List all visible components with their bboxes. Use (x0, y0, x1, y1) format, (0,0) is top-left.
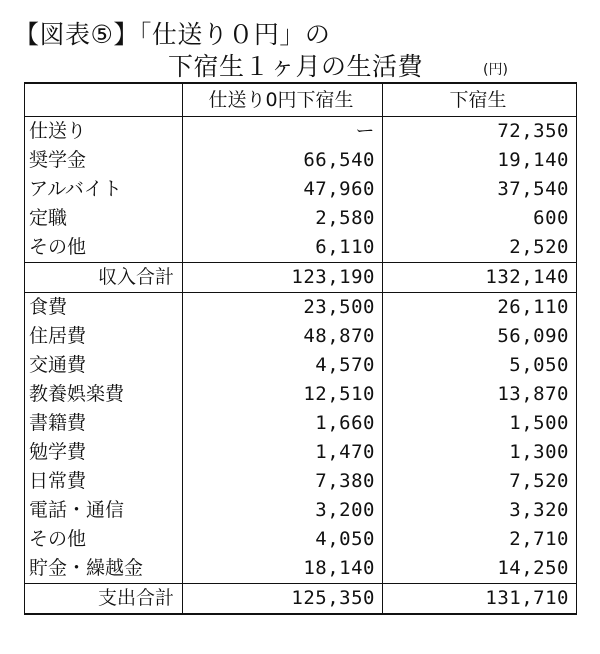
row-label: 交通費 (25, 351, 183, 380)
chart-title-line1: 【図表⑤】「仕送り０円」の (14, 20, 331, 49)
cell-zero-allowance: 7,380 (183, 467, 383, 496)
cell-boarding-student: 132,140 (383, 263, 577, 293)
cell-zero-allowance: 125,350 (183, 584, 383, 615)
cell-zero-allowance: ー (183, 117, 383, 147)
column-header-zero-allowance: 仕送り0円下宿生 (183, 83, 383, 117)
row-label: 日常費 (25, 467, 183, 496)
cell-zero-allowance: 23,500 (183, 293, 383, 323)
cell-boarding-student: 26,110 (383, 293, 577, 323)
cell-zero-allowance: 1,470 (183, 438, 383, 467)
table-row (25, 409, 577, 438)
total-label: 収入合計 (25, 263, 183, 293)
row-label: 書籍費 (25, 409, 183, 438)
column-header-label (25, 83, 183, 117)
cell-boarding-student: 72,350 (383, 117, 577, 147)
row-label: アルバイト (25, 175, 183, 204)
cell-boarding-student: 131,710 (383, 584, 577, 615)
cell-boarding-student: 13,870 (383, 380, 577, 409)
table-row (25, 175, 577, 204)
table-row (25, 351, 577, 380)
table-row (25, 204, 577, 233)
table-row (25, 380, 577, 409)
cell-zero-allowance: 12,510 (183, 380, 383, 409)
cell-zero-allowance: 6,110 (183, 233, 383, 263)
cell-zero-allowance: 2,580 (183, 204, 383, 233)
row-label: 貯金・繰越金 (25, 554, 183, 584)
row-label: 住居費 (25, 322, 183, 351)
table-total-row (25, 584, 577, 615)
row-label: その他 (25, 525, 183, 554)
unit-label: (円) (483, 62, 508, 78)
table-row (25, 467, 577, 496)
cell-boarding-student: 56,090 (383, 322, 577, 351)
table-row (25, 146, 577, 175)
living-cost-table (24, 82, 577, 615)
cell-zero-allowance: 18,140 (183, 554, 383, 584)
cell-boarding-student: 2,710 (383, 525, 577, 554)
total-label: 支出合計 (25, 584, 183, 615)
table-row (25, 554, 577, 584)
table-header-row (25, 83, 577, 117)
table-row (25, 293, 577, 323)
table-row (25, 233, 577, 263)
cell-boarding-student: 2,520 (383, 233, 577, 263)
cell-boarding-student: 1,500 (383, 409, 577, 438)
cell-boarding-student: 5,050 (383, 351, 577, 380)
row-label: その他 (25, 233, 183, 263)
cell-boarding-student: 37,540 (383, 175, 577, 204)
table-row (25, 525, 577, 554)
cell-zero-allowance: 4,050 (183, 525, 383, 554)
cell-zero-allowance: 4,570 (183, 351, 383, 380)
table-body (25, 117, 577, 615)
cell-boarding-student: 7,520 (383, 467, 577, 496)
row-label: 奨学金 (25, 146, 183, 175)
row-label: 教養娯楽費 (25, 380, 183, 409)
cell-boarding-student: 14,250 (383, 554, 577, 584)
cell-zero-allowance: 1,660 (183, 409, 383, 438)
cell-boarding-student: 3,320 (383, 496, 577, 525)
cell-boarding-student: 1,300 (383, 438, 577, 467)
column-header-boarding-student: 下宿生 (383, 83, 577, 117)
cell-zero-allowance: 48,870 (183, 322, 383, 351)
row-label: 食費 (25, 293, 183, 323)
cell-boarding-student: 600 (383, 204, 577, 233)
table-row (25, 117, 577, 147)
table-total-row (25, 263, 577, 293)
table-row (25, 438, 577, 467)
cell-zero-allowance: 123,190 (183, 263, 383, 293)
table-row (25, 322, 577, 351)
cell-zero-allowance: 66,540 (183, 146, 383, 175)
cell-zero-allowance: 47,960 (183, 175, 383, 204)
cell-boarding-student: 19,140 (383, 146, 577, 175)
row-label: 定職 (25, 204, 183, 233)
row-label: 仕送り (25, 117, 183, 147)
cell-zero-allowance: 3,200 (183, 496, 383, 525)
row-label: 勉学費 (25, 438, 183, 467)
row-label: 電話・通信 (25, 496, 183, 525)
chart-title-line2: 下宿生１ヶ月の生活費 (168, 52, 424, 81)
table-row (25, 496, 577, 525)
